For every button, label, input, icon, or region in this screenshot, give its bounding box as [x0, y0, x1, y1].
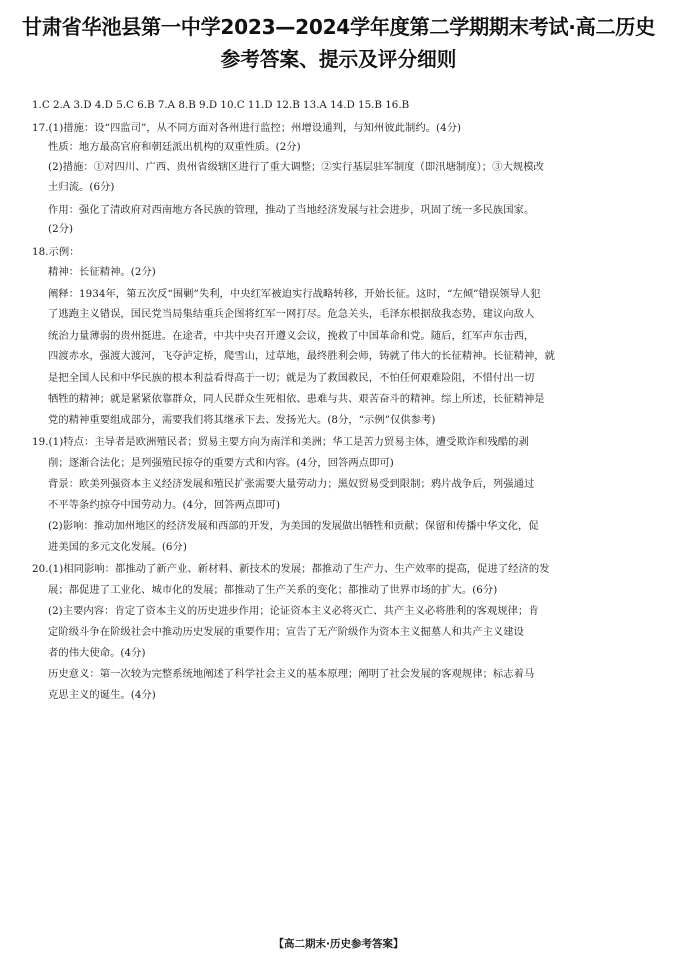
q18-line: 党的精神重要组成部分，需要我们将其继承下去、发扬光大。(8分，“示例”仅供参考) — [48, 414, 436, 426]
q19-line: 不平等条约掠夺中国劳动力。(4分，回答两点即可) — [48, 499, 281, 511]
q19-line: 削；逐渐合法化；是列强殖民掠夺的重要方式和内容。(4分，回答两点即可) — [48, 457, 394, 469]
document-title: 甘肃省华池县第一中学2023—2024学年度第二学期期末考试·高二历史 — [21, 15, 656, 39]
q17-line: 性质：地方最高官府和朝廷派出机构的双重性质。(2分) — [48, 141, 301, 153]
q18-line: 牺牲的精神；就是紧紧依靠群众，同人民群众生死相依、患难与共、艰苦奋斗的精神。综上所述，长征精神是 — [48, 393, 545, 405]
page-footer: 【高二期末·历史参考答案】 — [273, 938, 404, 950]
q17-line: (2分) — [48, 223, 74, 235]
q20-line: (2)主要内容：肯定了资本主义的历史进步作用；论证资本主义必将灭亡、共产主义必将胜利的客观规律；肯 — [48, 605, 539, 617]
q20-line: 克思主义的诞生。(4分) — [48, 689, 156, 701]
q17-line: 17.(1)措施：设“四监司”，从不同方面对各州进行监控；州增设通判，与知州彼此制约。(4分) — [32, 122, 462, 134]
q18-line: 18.示例： — [32, 246, 80, 258]
q20-line: 展；都促进了工业化、城市化的发展；都推动了生产关系的变化；都推动了世界市场的扩大。(6分) — [48, 584, 498, 596]
q17-line: 土归流。(6分) — [48, 181, 115, 193]
q20-line: 20.(1)相同影响：都推动了新产业、新材料、新技术的发展；都推动了生产力、生产效率的提高，促进了经济的发 — [32, 563, 550, 575]
q19-line: 进美国的多元文化发展。(6分) — [48, 541, 187, 553]
q17-line: (2)措施：①对四川、广西、贵州省级辖区进行了重大调整；②实行基层驻军制度（即汛塘制度）；③大规模改 — [48, 161, 544, 173]
q20-line: 历史意义：第一次较为完整系统地阐述了科学社会主义的基本原理；阐明了社会发展的客观规律；标志着马 — [48, 668, 535, 680]
q19-line: (2)影响：推动加州地区的经济发展和西部的开发，为美国的发展做出牺牲和贡献；保留和传播中华文化，促 — [48, 520, 539, 532]
q20-line: 者的伟大使命。(4分) — [48, 647, 146, 659]
q19-line: 19.(1)特点：主导者是欧洲殖民者；贸易主要方向为南洋和美洲；华工是苦力贸易主体，遭受欺诈和残酷的剥 — [32, 436, 529, 448]
q18-line: 了逃跑主义错误，国民党当局集结重兵企图将红军一网打尽。危急关头，毛泽东根据敌我态势，建议向敌人 — [48, 308, 535, 320]
q18-line: 统治力量薄弱的贵州挺进。在途者，中共中央召开遵义会议，挽救了中国革命和党。随后，红军声东击西， — [48, 330, 535, 342]
q19-line: 背景：欧美列强资本主义经济发展和殖民扩张需要大量劳动力；黑奴贸易受到限制；鸦片战争后，列强通过 — [48, 478, 535, 490]
q20-line: 定阶级斗争在阶级社会中推动历史发展的重要作用；宣告了无产阶级作为资本主义掘墓人和共产主义建设 — [48, 626, 524, 638]
q17-line: 作用：强化了清政府对西南地方各民族的管理，推动了当地经济发展与社会进步，巩固了统一多民族国家。 — [48, 204, 535, 216]
document-subtitle: 参考答案、提示及评分细则 — [220, 47, 457, 71]
q18-line: 四渡赤水，强渡大渡河，飞夺泸定桥，爬雪山，过草地，最终胜利会师，铸就了伟大的长征精神。长征精神，就 — [48, 350, 555, 362]
q18-line: 阐释：1934年，第五次反“围剿”失利，中央红军被迫实行战略转移，开始长征。这时，“左倾”错误领导人犯 — [48, 288, 541, 300]
q18-line: 是把全国人民和中华民族的根本利益看得高于一切；就是为了救国救民，不怕任何艰难险阻，不惜付出一切 — [48, 372, 535, 384]
multiple-choice-answers: 1.C 2.A 3.D 4.D 5.C 6.B 7.A 8.B 9.D 10.C 11.D 12.B 13.A 14.D 15.B 16.B — [32, 99, 410, 111]
q18-line: 精神：长征精神。(2分) — [48, 266, 156, 278]
